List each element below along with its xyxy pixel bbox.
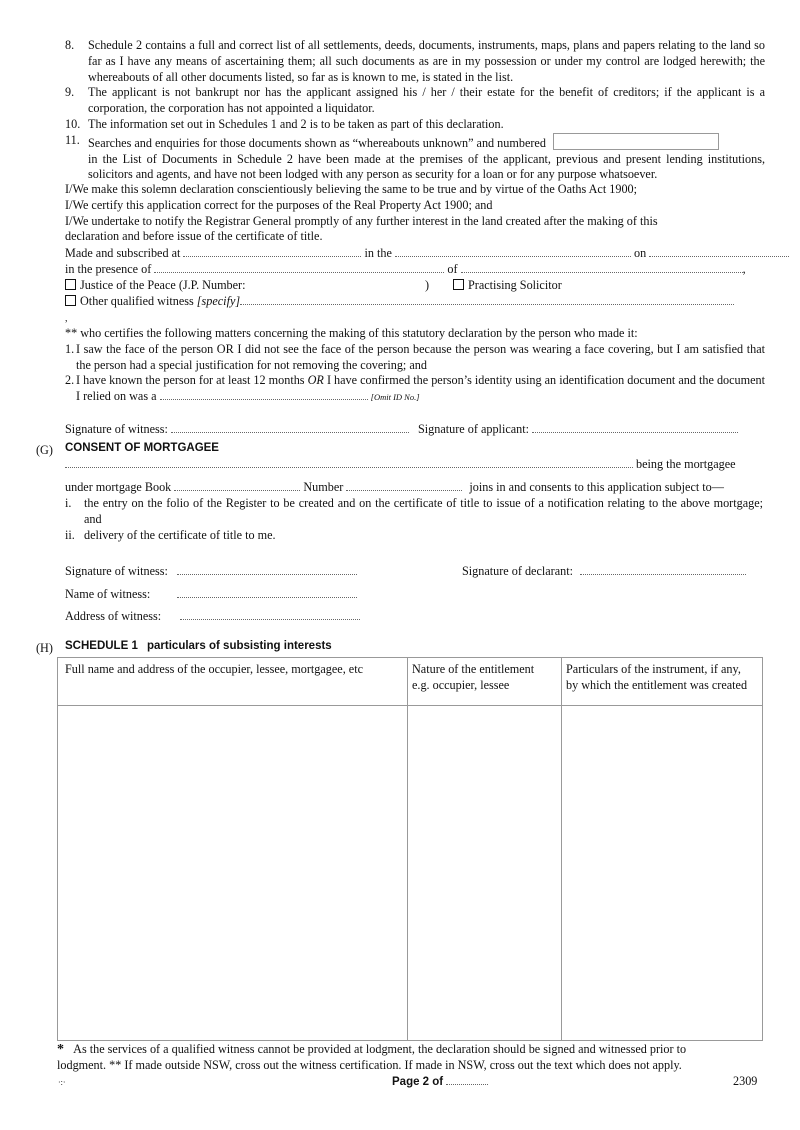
footer-star: *	[57, 1042, 64, 1057]
consent-witness-signature-label: Signature of witness:	[65, 564, 168, 578]
item-text: The information set out in Schedules 1 and 2 is to be taken as part of this declaration.	[88, 116, 504, 131]
item-11	[65, 133, 765, 183]
jp-close-paren: )	[425, 278, 430, 292]
or-label: OR	[307, 373, 324, 388]
nature-cell[interactable]	[408, 706, 562, 1041]
item-number: 11.	[65, 132, 80, 147]
item-8	[65, 38, 765, 85]
header-text: e.g. occupier, lessee	[412, 677, 510, 692]
certification-intro: ** who certifies the following matters concerning the making of this statutory declaration by the person who made it:	[65, 326, 638, 340]
point-2-text-a: I have known the person for at least 12 months	[76, 373, 305, 388]
header-text: Particulars of the instrument, if any,	[566, 662, 741, 676]
point-text: I saw the face of the person OR I did not see the face of the person because the person was wearing a face covering, but I am satisfied that the person had a special justification for not removing the covering; and	[76, 341, 765, 372]
header-text: Nature of the entitlement	[412, 662, 535, 676]
item-text: The applicant is not bankrupt nor has the applicant assigned his / her / their estate for the benefit of creditors; if the applicant is a corporation, the corporation has not appointed a liquidator.	[88, 85, 765, 116]
applicant-signature-label: Signature of applicant:	[418, 422, 530, 436]
made-subscribed-label: Made and subscribed at	[65, 246, 181, 260]
certification-point-1	[65, 342, 765, 374]
other-witness-field[interactable]	[240, 294, 734, 305]
witness-signature-label: Signature of witness:	[65, 422, 168, 436]
footer-note-line2: lodgment. ** If made outside NSW, cross out the witness certification. If made in NSW, cross out the text which does not apply.	[57, 1057, 682, 1072]
solicitor-label: Practising Solicitor	[468, 278, 562, 292]
item-text: Schedule 2 contains a full and correct list of all settlements, deeds, documents, instruments, maps, plans and papers relating to the land so far as I have any means of ascertaining them; all such documents as are in my possession or under my control are lodged herewith; the whereabouts of all other documents listed, so far as is known to me, is stated in the list.	[88, 38, 765, 84]
item-11-line1: Searches and enquiries for those documents shown as “whereabouts unknown” and numbered	[88, 135, 546, 150]
being-mortgagee-label: being the mortgagee	[636, 457, 736, 471]
comma: ,	[742, 262, 746, 276]
footer-note	[57, 1042, 767, 1074]
schedule-1-title: SCHEDULE 1	[65, 640, 138, 652]
point-2-text-b: I have confirmed the person’s identity using an identification document and the document I relied on was a	[76, 373, 766, 404]
item-number: 10.	[65, 116, 81, 131]
consent-witness-name-row	[65, 587, 357, 603]
column-header-name-address	[58, 658, 408, 706]
form-number: 2309	[733, 1074, 758, 1088]
consent-title: CONSENT OF MORTGAGEE	[65, 442, 219, 454]
column-header-nature	[408, 658, 562, 706]
other-witness-label: Other qualified witness	[80, 294, 194, 308]
consent-witness-address-label: Address of witness:	[65, 609, 162, 623]
witness-certification	[65, 326, 765, 406]
witness-signature-field[interactable]	[171, 422, 409, 433]
declaration-block	[65, 182, 765, 245]
column-header-particulars	[562, 658, 763, 706]
consent-witness-signature-field[interactable]	[177, 564, 357, 575]
footer-mark: ·:·	[58, 1078, 66, 1087]
consent-witness-name-field[interactable]	[177, 587, 357, 598]
on-label: on	[634, 246, 647, 260]
page-label: Page 2 of	[392, 1076, 444, 1088]
total-pages-field[interactable]	[446, 1074, 488, 1085]
declarant-signature-field[interactable]	[580, 564, 746, 575]
declaration-items	[65, 38, 765, 183]
mortgage-book-field[interactable]	[174, 480, 300, 491]
presence-label: in the presence of	[65, 262, 152, 276]
condition-text: delivery of the certificate of title to me.	[84, 527, 276, 542]
header-text: by which the entitlement was created	[566, 677, 748, 692]
mortgage-number-label: Number	[303, 480, 344, 494]
consent-witness-address-field[interactable]	[180, 609, 360, 620]
consent-signature-row	[65, 564, 357, 580]
declarant-signature-label: Signature of declarant:	[462, 564, 573, 578]
condition-number: i.	[65, 496, 72, 510]
of-label: of	[447, 262, 458, 276]
mortgage-book-row	[65, 480, 765, 496]
point-number: 2.	[65, 373, 75, 388]
condition-i	[65, 496, 763, 528]
mortgage-book-label: under mortgage Book	[65, 480, 172, 494]
stray-comma: ,	[65, 313, 68, 324]
date-field[interactable]	[649, 246, 789, 257]
header-text: Full name and address of the occupier, lessee, mortgagee, etc	[65, 662, 363, 676]
in-the-label: in the	[364, 246, 392, 260]
declaration-line: I/We make this solemn declaration conscientiously believing the same to be true and by virtue of the Oaths Act 1900;	[65, 182, 638, 196]
applicant-signature-field[interactable]	[532, 422, 738, 433]
schedule-1-table	[57, 657, 763, 1041]
joins-label: joins in and consents to this application subject to—	[469, 480, 724, 494]
condition-ii	[65, 528, 763, 544]
section-g-letter: (G)	[36, 443, 53, 457]
other-witness-checkbox[interactable]	[65, 295, 76, 306]
jp-label: Justice of the Peace (J.P. Number:	[80, 278, 246, 292]
document-numbers-field[interactable]	[553, 133, 719, 150]
witness-name-field[interactable]	[154, 262, 444, 273]
mortgagee-row	[65, 457, 765, 473]
omit-id-note: [Omit ID No.]	[370, 392, 420, 403]
name-address-cell[interactable]	[58, 706, 408, 1041]
solicitor-checkbox[interactable]	[453, 279, 464, 290]
mortgagee-name-field[interactable]	[65, 457, 633, 468]
particulars-cell[interactable]	[562, 706, 763, 1041]
page-number	[392, 1074, 488, 1091]
point-number: 1.	[65, 341, 75, 356]
other-witness-row	[65, 294, 765, 310]
condition-text: the entry on the folio of the Register to be created and on the certificate of title to issue of a notification relating to the above mortgage; and	[84, 496, 763, 526]
consent-witness-name-label: Name of witness:	[65, 587, 151, 601]
consent-witness-address-row	[65, 609, 360, 625]
certification-point-2	[65, 373, 765, 406]
item-9	[65, 85, 765, 117]
footer-note-line1: As the services of a qualified witness cannot be provided at lodgment, the declaration should be signed and witnessed prior to	[73, 1042, 687, 1056]
jp-checkbox[interactable]	[65, 279, 76, 290]
presence-row	[65, 262, 765, 278]
specify-label: [specify]	[196, 294, 241, 308]
schedule-1-subtitle: particulars of subsisting interests	[147, 640, 332, 652]
item-number: 9.	[65, 85, 75, 100]
place-field[interactable]	[183, 246, 361, 257]
mortgage-number-field[interactable]	[346, 480, 462, 491]
declaration-line: I/We certify this application correct for the purposes of the Real Property Act 1900; and	[65, 197, 493, 212]
id-document-field[interactable]	[160, 389, 368, 400]
consent-conditions	[65, 496, 763, 543]
signature-row	[65, 422, 738, 438]
item-11-text: in the List of Documents in Schedule 2 have been made at the premises of the applicant, previous and present lending institutions, solicitors and agents, and have not been lodged with any person as security for a loan or for any purpose whatsoever.	[88, 151, 765, 182]
condition-number: ii.	[65, 527, 75, 542]
locality-field[interactable]	[395, 246, 631, 257]
table-header-row	[58, 658, 763, 706]
declarant-signature	[462, 564, 746, 580]
section-h-letter: (H)	[36, 641, 53, 655]
table-row	[58, 706, 763, 1041]
item-number: 8.	[65, 38, 75, 52]
witness-type-row	[65, 278, 765, 294]
made-subscribed-row	[65, 246, 785, 262]
item-10	[65, 117, 765, 133]
declaration-line: I/We undertake to notify the Registrar General promptly of any further interest in the land created after the making of this declaration and before issue of the certificate of title.	[65, 213, 658, 244]
witness-address-field[interactable]	[461, 262, 743, 273]
